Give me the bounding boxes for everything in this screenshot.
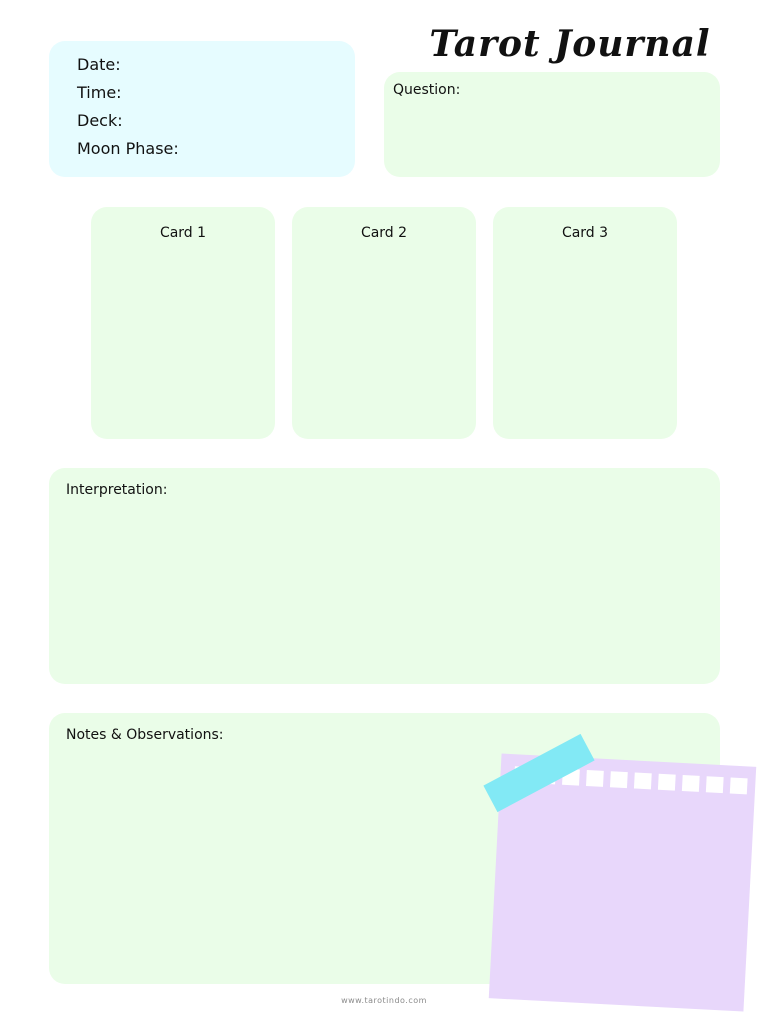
- time-field[interactable]: Time:: [77, 83, 122, 102]
- question-label: Question:: [393, 82, 461, 98]
- interpretation-box[interactable]: [49, 468, 720, 684]
- sticky-hole: [682, 775, 700, 792]
- sticky-hole: [586, 770, 604, 787]
- page-title: Tarot Journal: [429, 23, 711, 65]
- notes-label: Notes & Observations:: [66, 727, 224, 743]
- sticky-hole: [634, 772, 652, 789]
- card-1-label: Card 1: [159, 225, 207, 241]
- card-2-label: Card 2: [360, 225, 408, 241]
- card-3-box[interactable]: [493, 207, 677, 439]
- deck-field[interactable]: Deck:: [77, 111, 123, 130]
- card-1-box[interactable]: [91, 207, 275, 439]
- sticky-hole: [610, 771, 628, 788]
- sticky-hole: [730, 778, 748, 795]
- question-box[interactable]: [384, 72, 720, 177]
- footer-url: www.tarotindo.com: [341, 996, 427, 1005]
- card-2-box[interactable]: [292, 207, 476, 439]
- moon-phase-field[interactable]: Moon Phase:: [77, 139, 179, 158]
- date-field[interactable]: Date:: [77, 55, 121, 74]
- interpretation-label: Interpretation:: [66, 482, 168, 498]
- reading-info-box: [49, 41, 355, 177]
- card-3-label: Card 3: [561, 225, 609, 241]
- sticky-hole: [706, 776, 724, 793]
- sticky-hole: [658, 774, 676, 791]
